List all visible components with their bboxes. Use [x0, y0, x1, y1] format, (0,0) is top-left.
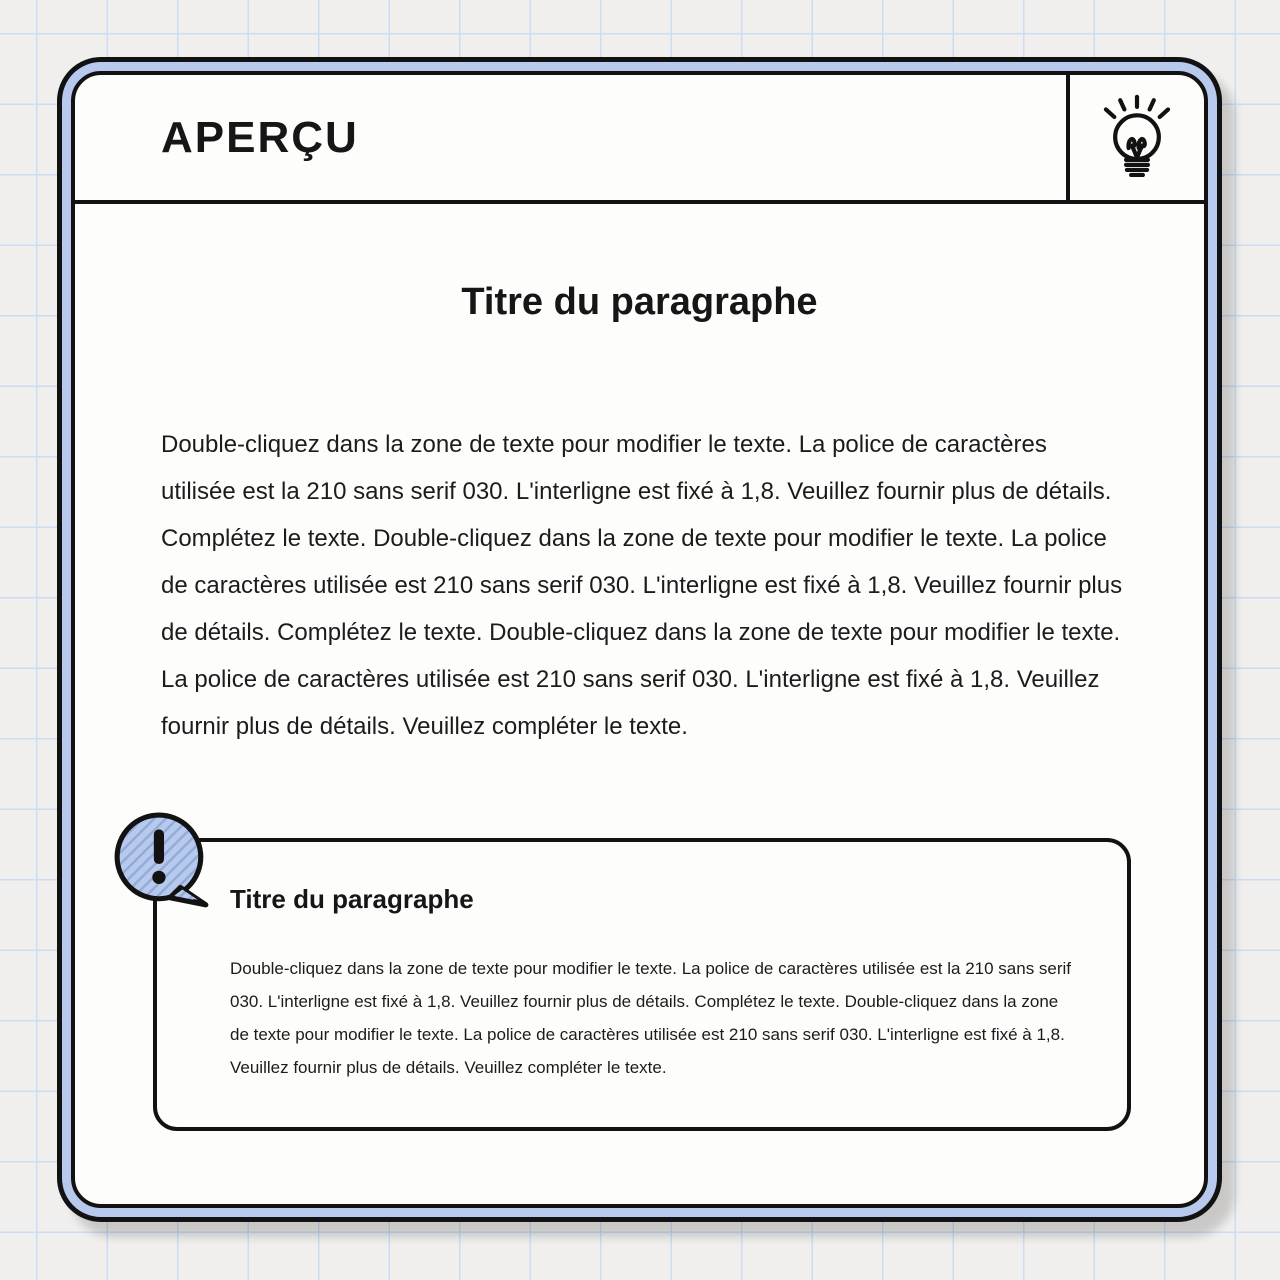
- page-title[interactable]: APERÇU: [161, 112, 359, 162]
- callout-title[interactable]: Titre du paragraphe: [230, 884, 474, 914]
- exclamation-speech-bubble-icon: [111, 810, 213, 912]
- callout-box: [153, 838, 1131, 1131]
- header-bar: [75, 75, 1204, 204]
- section-title[interactable]: Titre du paragraphe: [461, 281, 818, 323]
- lightbulb-icon: [1095, 92, 1179, 184]
- header-icon-cell: [1066, 75, 1204, 200]
- callout-text-zone[interactable]: Double-cliquez dans la zone de texte pour modifier le texte. La police de caractères utilisée est la 210 sans serif 030. L'interligne est fixé à 1,8. Veuillez fournir plus de détails. Complétez le texte. Double-cliquez dans la zone de texte pour modifier le texte. La police de caractères utilisée est 210 sans serif 030. L'interligne est fixé à 1,8. Veuillez fournir plus de détails. Veuillez compléter le texte.: [230, 959, 1072, 1077]
- body-text-zone[interactable]: Double-cliquez dans la zone de texte pour modifier le texte. La police de caractères utilisée est la 210 sans serif 030. L'interligne est fixé à 1,8. Veuillez fournir plus de détails. Complétez le texte. Double-cliquez dans la zone de texte pour modifier le texte. La police de caractères utilisée est 210 sans serif 030. L'interligne est fixé à 1,8. Veuillez fournir plus de détails. Complétez le texte. Double-cliquez dans la zone de texte pour modifier le texte. La police de caractères utilisée est 210 sans serif 030. L'interligne est fixé à 1,8. Veuillez fournir plus de détails. Veuillez compléter le texte.: [161, 431, 1123, 740]
- preview-card: [57, 57, 1222, 1222]
- preview-panel: [71, 71, 1208, 1208]
